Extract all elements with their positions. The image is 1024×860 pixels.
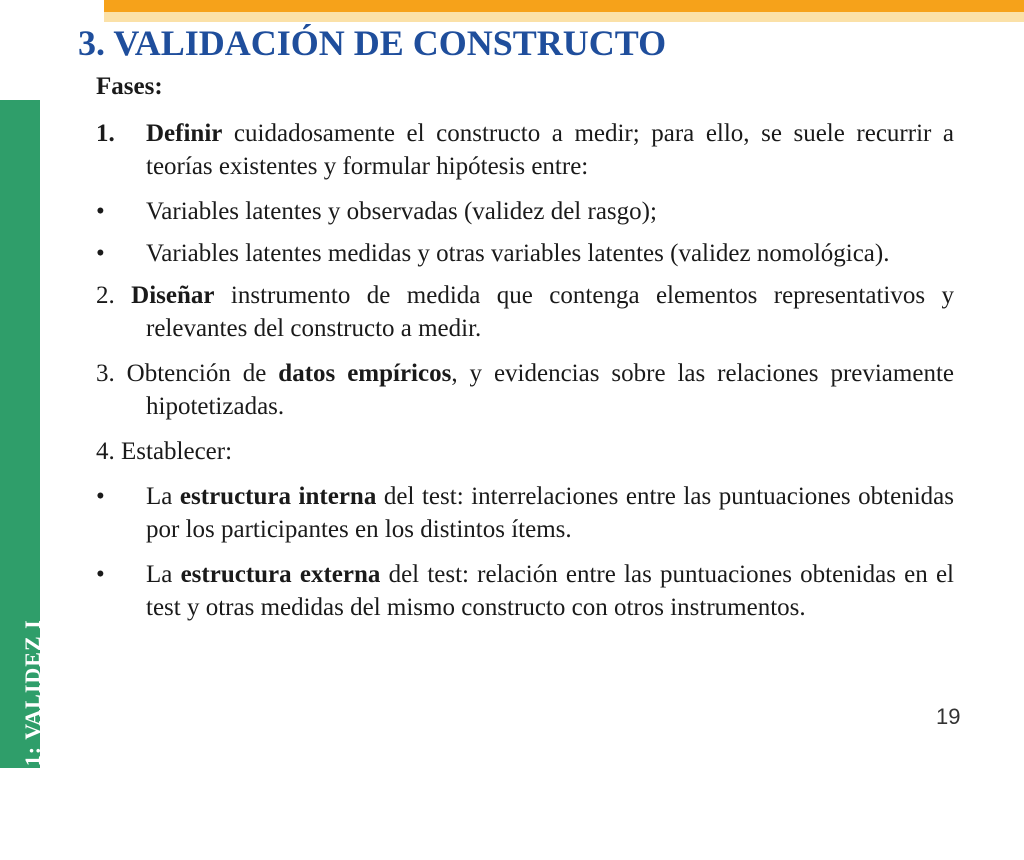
bullet-4-bold: estructura externa <box>180 561 381 588</box>
bullet-2 <box>96 240 954 267</box>
bullet-4-marker: • <box>96 561 105 588</box>
side-bar <box>0 100 45 860</box>
step-1-bold: Definir <box>146 120 223 147</box>
step-3-prefix: 3. Obtención de <box>96 360 279 387</box>
bullet-3-prefix: La <box>146 483 180 510</box>
step-2-bold: Diseñar <box>131 282 215 309</box>
bullet-1 <box>96 195 954 228</box>
bullet-4-rest: del test: relación entre las puntuaciones obtenidas en el test y otras medidas del mismo constructo con otros instrumentos. <box>146 561 954 621</box>
bullet-4 <box>96 558 954 624</box>
bullet-4-prefix: La <box>146 561 181 588</box>
bullet-2-marker: • <box>96 240 105 267</box>
step-1 <box>96 117 954 183</box>
side-label: TEMA 6.1: VALIDEZ I <box>20 619 45 860</box>
top-accent-bar <box>104 0 1024 12</box>
slide-title: 3. VALIDACIÓN DE CONSTRUCTO <box>78 23 667 63</box>
step-3-rest: , y evidencias sobre las relaciones previamente hipotetizadas. <box>146 360 954 420</box>
bullet-1-text: Variables latentes y observadas (validez del rasgo); <box>146 198 657 225</box>
bullet-3-marker: • <box>96 483 105 510</box>
step-2-rest: instrumento de medida que contenga elementos representativos y relevantes del constructo a medir. <box>146 282 954 342</box>
step-1-text <box>146 117 954 183</box>
step-4: 4. Establecer: <box>96 438 233 465</box>
step-3-bold: datos empíricos <box>278 360 452 387</box>
step-1-rest: cuidadosamente el constructo a medir; para ello, se suele recurrir a teorías existentes y formular hipótesis entre: <box>146 120 954 180</box>
bullet-3-rest: del test: interrelaciones entre las puntuaciones obtenidas por los participantes en los distintos ítems. <box>146 483 954 543</box>
bullet-1-marker: • <box>96 198 105 225</box>
bullet-3-text <box>146 480 954 546</box>
slide-content <box>96 70 954 636</box>
page-number: 19 <box>936 704 961 729</box>
phases-heading-colon: : <box>154 73 163 100</box>
step-1-marker: 1. <box>96 120 115 147</box>
bullet-2-text: Variables latentes medidas y otras variables latentes (validez nomológica). <box>146 240 890 267</box>
step-2-prefix: 2. <box>96 282 132 309</box>
top-accent-bar-light <box>104 12 1024 22</box>
phases-heading-bold: Fases <box>96 73 155 100</box>
step-2 <box>96 279 954 345</box>
bullet-4-text <box>146 558 954 624</box>
bullet-3-bold: estructura interna <box>179 483 377 510</box>
bullet-3 <box>96 480 954 546</box>
step-3 <box>96 357 954 423</box>
phases-heading <box>96 70 954 103</box>
